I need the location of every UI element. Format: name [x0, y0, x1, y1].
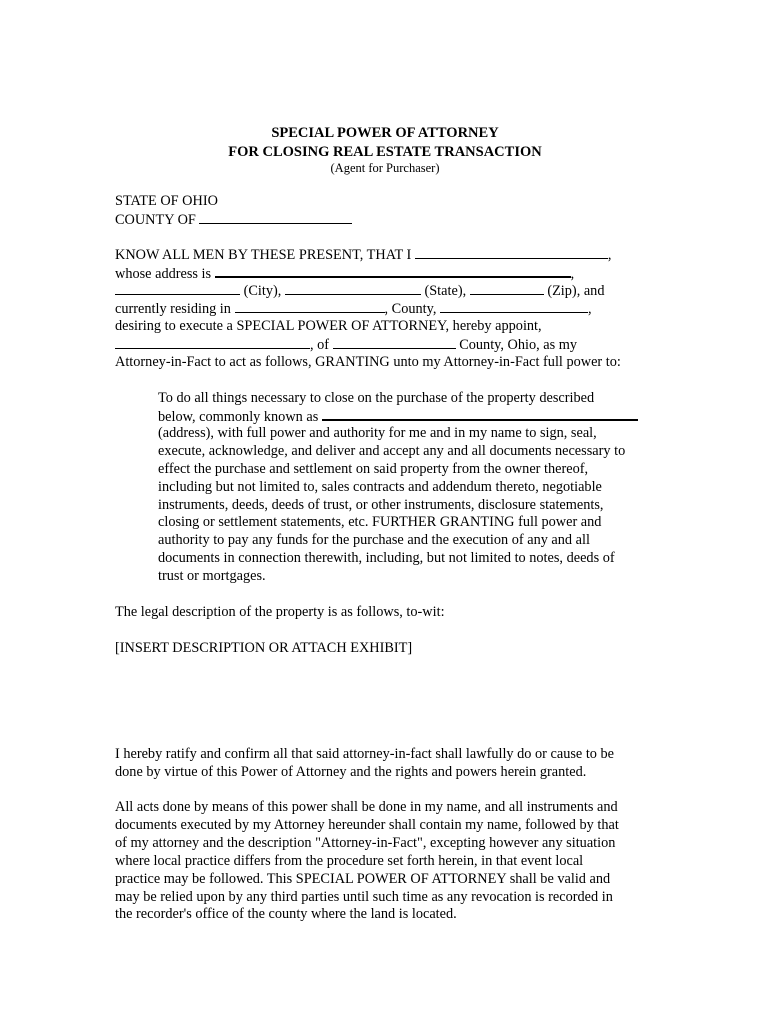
- state-line: STATE OF OHIO: [115, 193, 218, 209]
- grant-line: effect the purchase and settlement on said property from the owner thereof,: [158, 461, 589, 477]
- ratify-line: done by virtue of this Power of Attorney and the rights and powers herein granted.: [115, 764, 587, 780]
- residing-city-blank[interactable]: [235, 300, 385, 313]
- grant-line: (address), with full power and authority for me and in my name to sign, seal,: [158, 425, 597, 441]
- attorney-county-blank[interactable]: [333, 336, 456, 349]
- acts-line: the recorder's office of the county where the land is located.: [115, 906, 457, 922]
- address-prefix: whose address is: [115, 266, 212, 282]
- residing-line: [115, 300, 675, 319]
- legal-description-line: The legal description of the property is as follows, to-wit:: [115, 604, 445, 620]
- property-address-blank[interactable]: [322, 407, 638, 421]
- county-ohio-label: County, Ohio, as my: [459, 337, 578, 353]
- grant-line: documents in connection therewith, including, but not limited to notes, deeds of: [158, 550, 615, 566]
- grant-line: including but not limited to, sales contracts and addendum thereto, negotiable: [158, 479, 602, 495]
- insert-description-placeholder: [INSERT DESCRIPTION OR ATTACH EXHIBIT]: [115, 640, 413, 656]
- document-note: (Agent for Purchaser): [330, 161, 440, 175]
- grant-line: instruments, deeds, deeds of trust, or other instruments, disclosure statements,: [158, 497, 604, 513]
- city-blank[interactable]: [115, 282, 240, 295]
- county-blank[interactable]: [199, 211, 352, 224]
- know-line: [115, 246, 675, 265]
- attorney-name-blank[interactable]: [115, 336, 310, 349]
- document-subtitle: FOR CLOSING REAL ESTATE TRANSACTION: [228, 144, 542, 160]
- grant-line: closing or settlement statements, etc. FURTHER GRANTING full power and: [158, 514, 602, 530]
- state-label: (State),: [424, 283, 467, 299]
- grant-line: execute, acknowledge, and deliver and accept any and all documents necessary to: [158, 443, 626, 459]
- city-label: (City),: [243, 283, 282, 299]
- of-label: , of: [310, 337, 330, 353]
- grant-line: authority to pay any funds for the purchase and the execution of any and all: [158, 532, 590, 548]
- residing-county-blank[interactable]: [440, 300, 588, 313]
- comma: ,: [607, 247, 612, 263]
- acts-line: documents executed by my Attorney hereunder shall contain my name, followed by that: [115, 817, 619, 833]
- ratify-line: I hereby ratify and confirm all that said attorney-in-fact shall lawfully do or cause to be: [115, 746, 615, 762]
- grant-line: To do all things necessary to close on the purchase of the property described: [158, 390, 595, 406]
- acts-line: where local practice differs from the procedure set forth herein, in that event local: [115, 853, 584, 869]
- comma: ,: [570, 266, 575, 282]
- county-label: , County,: [384, 301, 437, 317]
- county-prefix: COUNTY OF: [115, 212, 196, 228]
- zip-blank[interactable]: [470, 282, 544, 295]
- residing-prefix: currently residing in: [115, 301, 231, 317]
- grant-line: [158, 407, 718, 427]
- acts-line: of my attorney and the description "Attorney-in-Fact", excepting however any situation: [115, 835, 616, 851]
- state-blank[interactable]: [285, 282, 421, 295]
- grant-line: trust or mortgages.: [158, 568, 266, 584]
- appoint-line: [115, 336, 675, 355]
- city-state-zip-line: [115, 282, 675, 301]
- principal-name-blank[interactable]: [415, 246, 608, 259]
- acts-line: All acts done by means of this power shall be done in my name, and all instruments and: [115, 799, 618, 815]
- county-line: [115, 211, 675, 230]
- address-line: [115, 264, 675, 284]
- acts-line: may be relied upon by any third parties until such time as any revocation is recorded in: [115, 889, 613, 905]
- attorney-line: Attorney-in-Fact to act as follows, GRANTING unto my Attorney-in-Fact full power to:: [115, 354, 621, 370]
- address-blank[interactable]: [215, 264, 571, 278]
- acts-line: practice may be followed. This SPECIAL POWER OF ATTORNEY shall be valid and: [115, 871, 611, 887]
- comma: ,: [588, 301, 592, 317]
- desiring-line: desiring to execute a SPECIAL POWER OF ATTORNEY, hereby appoint,: [115, 318, 542, 334]
- document-title: SPECIAL POWER OF ATTORNEY: [271, 125, 499, 141]
- known-as-label: below, commonly known as: [158, 409, 319, 425]
- know-prefix: KNOW ALL MEN BY THESE PRESENT, THAT I: [115, 247, 412, 263]
- zip-label: (Zip), and: [547, 283, 605, 299]
